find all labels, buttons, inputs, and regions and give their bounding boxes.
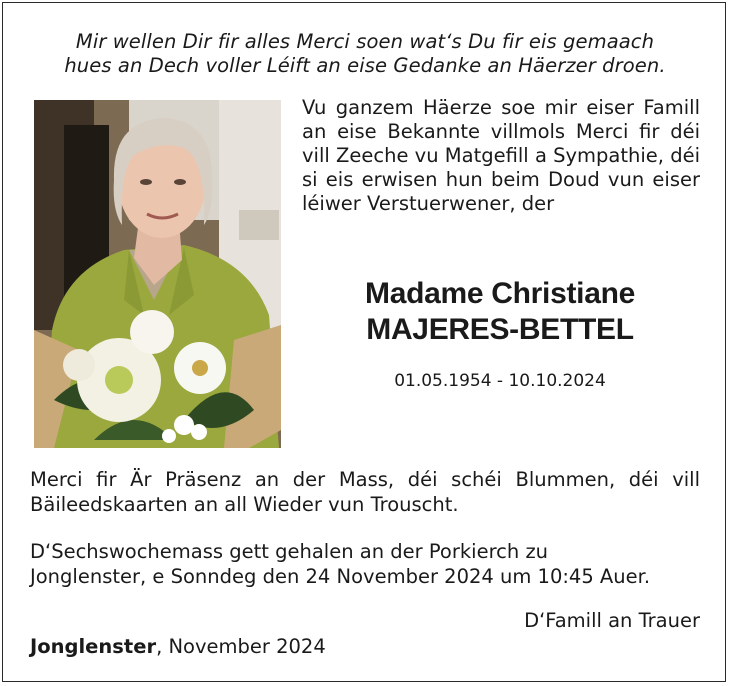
motto-line-1: Mir wellen Dir fir alles Merci soen wat‘s Du fir eis gemaach (75, 30, 655, 53)
mass-announcement (30, 539, 700, 589)
place-name: Jonglenster (30, 635, 157, 658)
notice-date: , November 2024 (156, 635, 326, 658)
signature: D‘Famill an Trauer (524, 609, 700, 632)
mass-line-1: D‘Sechswochemass gett gehalen an der Porkierch zu (30, 540, 549, 563)
motto-line-2: hues an Dech voller Léift an eise Gedanke an Häerzer droen. (64, 54, 666, 77)
place-date (30, 634, 326, 659)
portrait-illustration (34, 100, 281, 448)
life-dates: 01.05.1954 - 10.10.2024 (394, 371, 606, 391)
deceased-name-first: Madame Christiane (365, 277, 635, 310)
mass-line-2: Jonglenster, e Sonndeg den 24 November 2024 um 10:45 Auer. (30, 565, 651, 588)
deceased-name-last: MAJERES-BETTEL (366, 313, 634, 346)
motto (0, 30, 730, 78)
thanks-paragraph: Merci fir Är Präsenz an der Mass, déi schéi Blummen, déi vill Bäileedskaarten an all Wieder vun Trouscht. (30, 468, 700, 516)
portrait-photo (34, 100, 281, 448)
intro-text: Vu ganzem Häerze soe mir eiser Famill an eise Bekannte villmols Merci fir déi vill Zeeche vu Matgefill a Sympathie, déi si eis erwisen hun beim Doud vun eiser léiwer Verstuerwener, der (302, 96, 700, 215)
